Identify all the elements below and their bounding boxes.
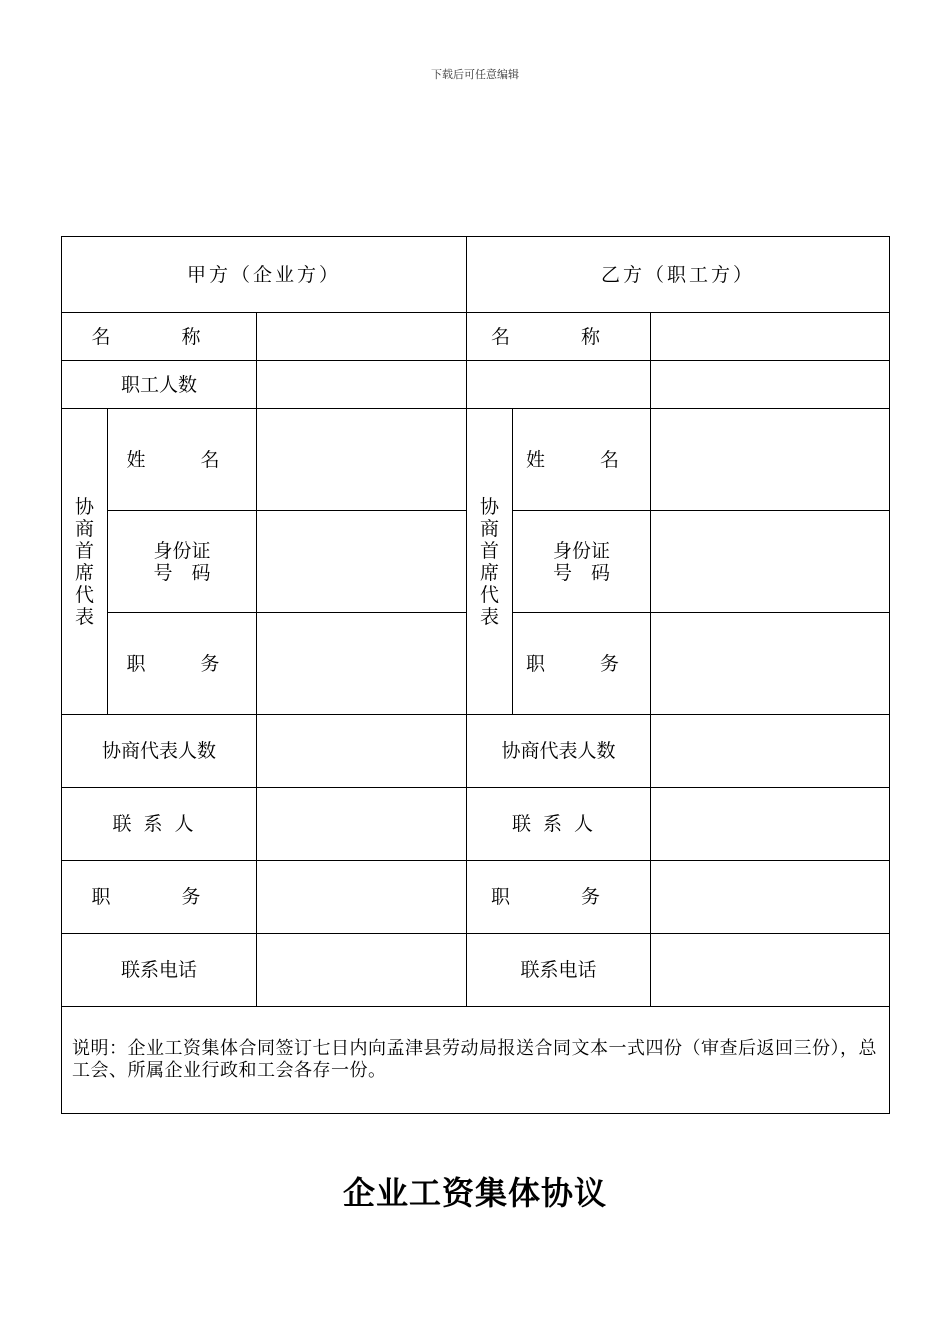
agreement-form-table (61, 236, 890, 1114)
document-title: 企业工资集体协议 (342, 1174, 607, 1212)
party-a-contact-label: 联系人 (62, 788, 257, 861)
party-a-rep-position-field[interactable] (257, 613, 467, 715)
party-title-row (62, 237, 890, 313)
party-a-rep-group (62, 409, 108, 715)
staff-count-row (62, 361, 890, 409)
party-b-blank-cell[interactable] (467, 361, 651, 409)
party-b-rep-position-field[interactable] (651, 613, 890, 715)
party-b-rep-id-label-line1: 身份证 (552, 539, 610, 562)
party-a-rep-count-field[interactable] (257, 715, 467, 788)
party-b-rep-id-label-line2: 号 码 (552, 561, 610, 584)
party-b-phone-label: 联系电话 (467, 934, 651, 1007)
party-b-contact-field[interactable] (651, 788, 890, 861)
phone-row (62, 934, 890, 1007)
party-b-rep-group-label: 协商首席代表 (479, 495, 499, 628)
party-b-title: 乙方（职工方） (467, 237, 890, 313)
party-a-phone-field[interactable] (257, 934, 467, 1007)
party-b-rep-id-field[interactable] (651, 511, 890, 613)
party-a-name-label: 名 称 (62, 313, 257, 361)
party-a-rep-name-field[interactable] (257, 409, 467, 511)
party-b-rep-count-label: 协商代表人数 (467, 715, 651, 788)
party-b-contact-label: 联系人 (467, 788, 651, 861)
party-b-position-field[interactable] (651, 861, 890, 934)
name-row (62, 313, 890, 361)
note-text: 说明：企业工资集体合同签订七日内向孟津县劳动局报送合同文本一式四份（审查后返回三份），总工会、所属企业行政和工会各存一份。 (62, 1007, 890, 1114)
party-a-rep-id-label-line1: 身份证 (153, 539, 211, 562)
party-b-position-label: 职 务 (467, 861, 651, 934)
party-b-rep-name-field[interactable] (651, 409, 890, 511)
party-a-name-field[interactable] (257, 313, 467, 361)
position-row (62, 861, 890, 934)
party-a-title: 甲方（企业方） (62, 237, 467, 313)
party-a-position-label: 职 务 (62, 861, 257, 934)
party-a-contact-field[interactable] (257, 788, 467, 861)
contact-row (62, 788, 890, 861)
party-b-name-label: 名 称 (467, 313, 651, 361)
party-a-rep-name-label: 姓 名 (108, 409, 257, 511)
party-a-rep-position-label: 职 务 (108, 613, 257, 715)
party-a-position-field[interactable] (257, 861, 467, 934)
party-b-rep-id-label (513, 511, 651, 613)
party-a-rep-group-label: 协商首席代表 (74, 495, 94, 628)
party-b-blank-field[interactable] (651, 361, 890, 409)
party-a-rep-id-field[interactable] (257, 511, 467, 613)
header-note: 下载后可任意编辑 (431, 68, 519, 81)
party-b-name-field[interactable] (651, 313, 890, 361)
party-b-rep-position-label: 职 务 (513, 613, 651, 715)
party-b-phone-field[interactable] (651, 934, 890, 1007)
party-a-phone-label: 联系电话 (62, 934, 257, 1007)
party-a-rep-id-label-line2: 号 码 (153, 561, 211, 584)
note-row (62, 1007, 890, 1114)
party-a-staff-count-label: 职工人数 (62, 361, 257, 409)
party-b-rep-count-field[interactable] (651, 715, 890, 788)
party-a-rep-count-label: 协商代表人数 (62, 715, 257, 788)
party-a-staff-count-field[interactable] (257, 361, 467, 409)
rep-name-row (62, 409, 890, 511)
party-b-rep-name-label: 姓 名 (513, 409, 651, 511)
rep-count-row (62, 715, 890, 788)
party-b-rep-group (467, 409, 513, 715)
party-a-rep-id-label (108, 511, 257, 613)
